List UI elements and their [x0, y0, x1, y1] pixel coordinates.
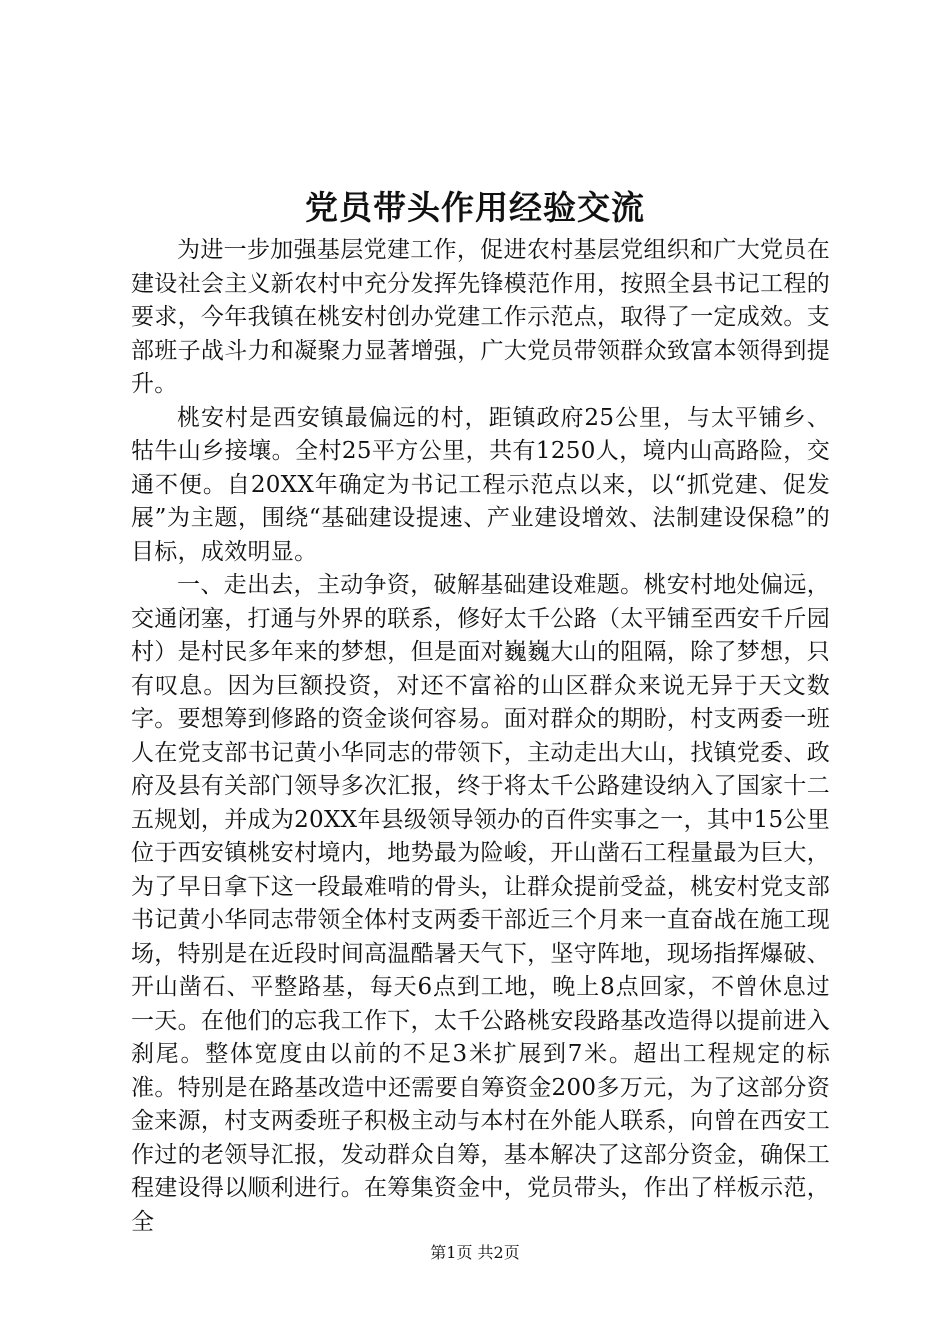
paragraph-2: 桃安村是西安镇最偏远的村，距镇政府25公里，与太平铺乡、牯牛山乡接壤。全村25平方公里，共有1250人，境内山高路险，交通不便。自20XX年确定为书记工程示范点以来，以“抓党建、促发展”为主题，围绕“基础建设提速、产业建设增效、法制建设保稳”的目标，成效明显。 — [131, 404, 830, 565]
paragraph-3: 一、走出去，主动争资，破解基础建设难题。桃安村地处偏远，交通闭塞，打通与外界的联系，修好太千公路（太平铺至西安千斤园村）是村民多年来的梦想，但是面对巍巍大山的阻隔，除了梦想，只有叹息。因为巨额投资，对还不富裕的山区群众来说无异于天文数字。要想筹到修路的资金谈何容易。面对群众的期盼，村支两委一班人在党支部书记黄小华同志的带领下，主动走出大山，找镇党委、政府及县有关部门领导多次汇报，终于将太千公路建设纳入了国家十二五规划，并成为20XX年县级领导领办的百件实事之一，其中15公里位于西安镇桃安村境内，地势最为险峻，开山凿石工程量最为巨大，为了早日拿下这一段最难啃的骨头，让群众提前受益，桃安村党支部书记黄小华同志带领全体村支两委干部近三个月来一直奋战在施工现场，特别是在近段时间高温酷暑天气下，坚守阵地，现场指挥爆破、开山凿石、平整路基，每天6点到工地，晚上8点回家，不曾休息过一天。在他们的忘我工作下，太千公路桃安段路基改造得以提前进入刹尾。整体宽度由以前的不足3米扩展到7米。超出工程规定的标准。特别是在路基改造中还需要自筹资金200多万元，为了这部分资金来源，村支两委班子积极主动与本村在外能人联系，向曾在西安工作过的老领导汇报，发动群众自筹，基本解决了这部分资金，确保工程建设得以顺利进行。在筹集资金中，党员带头，作出了样板示范，全 — [131, 572, 830, 1235]
document-body — [131, 234, 830, 1239]
document-title: 党员带头作用经验交流 — [305, 188, 645, 227]
paragraph-1: 为进一步加强基层党建工作，促进农村基层党组织和广大党员在建设社会主义新农村中充分发挥先锋模范作用，按照全县书记工程的要求，今年我镇在桃安村创办党建工作示范点，取得了一定成效。支部班子战斗力和凝聚力显著增强，广大党员带领群众致富本领得到提升。 — [131, 237, 830, 397]
page-number-footer: 第1页 共2页 — [430, 1243, 520, 1262]
